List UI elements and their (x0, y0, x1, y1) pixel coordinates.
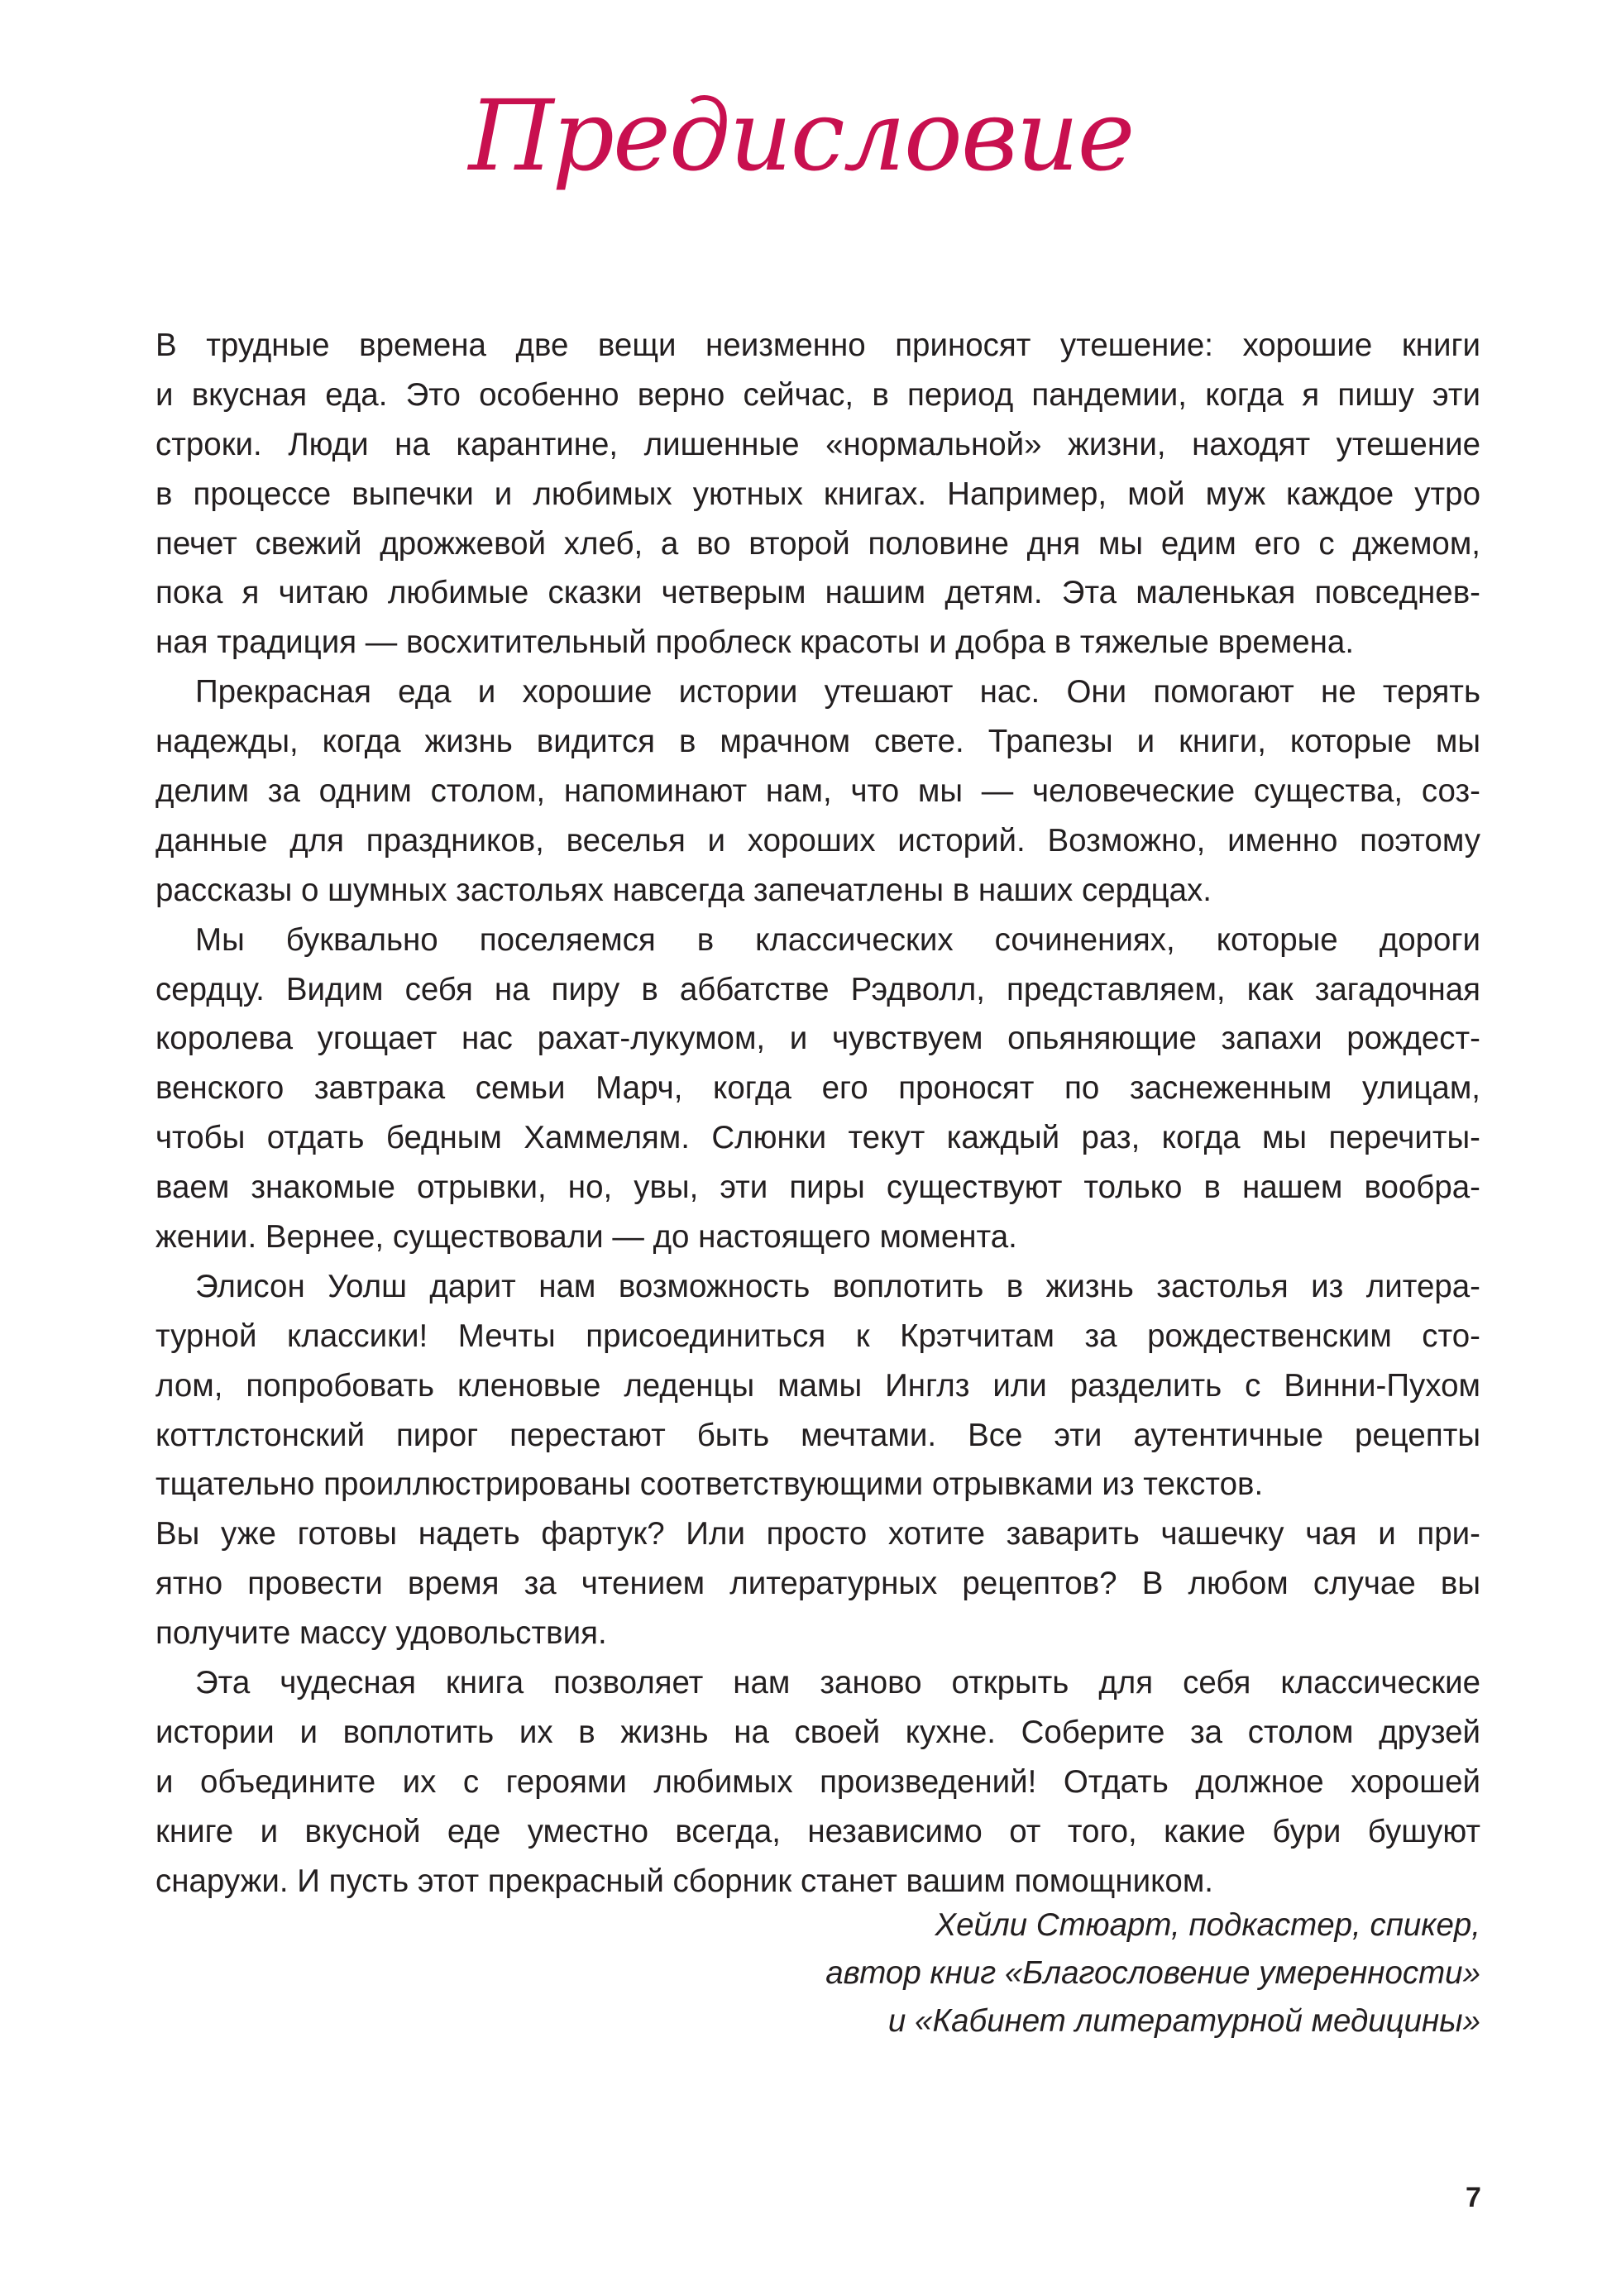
text-line: данные для праздников, веселья и хороших историй. Возможно, именно поэтому (155, 822, 1480, 859)
attribution-line: автор книг «Благословение умеренности» (825, 1955, 1480, 1991)
text-line: снаружи. И пусть этот прекрасный сборник станет вашим помощником. (155, 1863, 1213, 1899)
text-line: получите массу удовольствия. (155, 1615, 607, 1652)
text-line: турной классики! Мечты присоединиться к Крэтчитам за рождественским сто- (155, 1318, 1480, 1354)
body-text (155, 321, 1480, 1906)
text-line: Эта чудесная книга позволяет нам заново открыть для себя классические (195, 1665, 1480, 1701)
paragraph (155, 321, 1480, 667)
text-line: надежды, когда жизнь видится в мрачном свете. Трапезы и книги, которые мы (155, 724, 1480, 760)
text-line: Элисон Уолш дарит нам возможность воплотить в жизнь застолья из литера- (195, 1268, 1480, 1304)
paragraph (155, 916, 1480, 1262)
text-line: сердцу. Видим себя на пиру в аббатстве Рэдволл, представляем, как загадочная (155, 971, 1480, 1007)
text-line: лом, попробовать кленовые леденцы мамы Инглз или разделить с Винни-Пухом (155, 1367, 1480, 1404)
text-line: жении. Вернее, существовали — до настоящего момента. (155, 1219, 1017, 1256)
text-line: делим за одним столом, напоминают нам, что мы — человеческие существа, соз- (155, 773, 1480, 810)
text-line: коттлстонский пирог перестают быть мечтами. Все эти аутентичные рецепты (155, 1417, 1480, 1453)
text-line: в процессе выпечки и любимых уютных книгах. Например, мой муж каждое утро (155, 476, 1480, 512)
paragraph (155, 1262, 1480, 1658)
text-line: книге и вкусной еде уместно всегда, независимо от того, какие бури бушуют (155, 1813, 1480, 1849)
text-line: чтобы отдать бедным Хаммелям. Слюнки текут каждый раз, когда мы перечиты- (155, 1120, 1480, 1156)
attribution-line: Хейли Стюарт, подкастер, спикер, (935, 1907, 1480, 1943)
text-line: ятно провести время за чтением литературных рецептов? В любом случае вы (155, 1566, 1480, 1602)
page-number: 7 (1466, 2182, 1481, 2213)
text-line: Прекрасная еда и хорошие истории утешают нас. Они помогают не терять (195, 674, 1480, 710)
text-line: и вкусная еда. Это особенно верно сейчас, в период пандемии, когда я пишу эти (155, 376, 1480, 413)
text-line: рассказы о шумных застольях навсегда запечатлены в наших сердцах. (155, 872, 1212, 908)
text-line: строки. Люди на карантине, лишенные «нормальной» жизни, находят утешение (155, 426, 1480, 462)
text-line: пока я читаю любимые сказки четверым нашим детям. Эта маленькая повседнев- (155, 575, 1480, 611)
text-line: королева угощает нас рахат-лукумом, и чувствуем опьяняющие запахи рождест- (155, 1021, 1480, 1057)
text-line: печет свежий дрожжевой хлеб, а во второй половине дня мы едим его с джемом, (155, 525, 1480, 562)
text-line: В трудные времена две вещи неизменно приносят утешение: хорошие книги (155, 328, 1480, 363)
attribution (825, 1901, 1480, 2045)
text-line: Мы буквально поселяемся в классических сочинениях, которые дороги (195, 921, 1480, 958)
page-title: Предисловие (468, 79, 1134, 193)
paragraph (155, 667, 1480, 915)
attribution-line: и «Кабинет литературной медицины» (887, 2003, 1480, 2039)
text-line: Вы уже готовы надеть фартук? Или просто хотите заварить чашечку чая и при- (155, 1516, 1480, 1552)
text-line: и объедините их с героями любимых произведений! Отдать должное хорошей (155, 1763, 1480, 1800)
text-line: ная традиция — восхитительный проблеск красоты и добра в тяжелые времена. (155, 624, 1355, 661)
text-line: венского завтрака семьи Марч, когда его проносят по заснеженным улицам, (155, 1070, 1480, 1107)
text-line: истории и воплотить их в жизнь на своей кухне. Соберите за столом друзей (155, 1714, 1480, 1750)
text-line: тщательно проиллюстрированы соответствующими отрывками из текстов. (155, 1466, 1264, 1503)
paragraph (155, 1658, 1480, 1906)
text-line: ваем знакомые отрывки, но, увы, эти пиры существуют только в нашем вообра- (155, 1170, 1480, 1206)
